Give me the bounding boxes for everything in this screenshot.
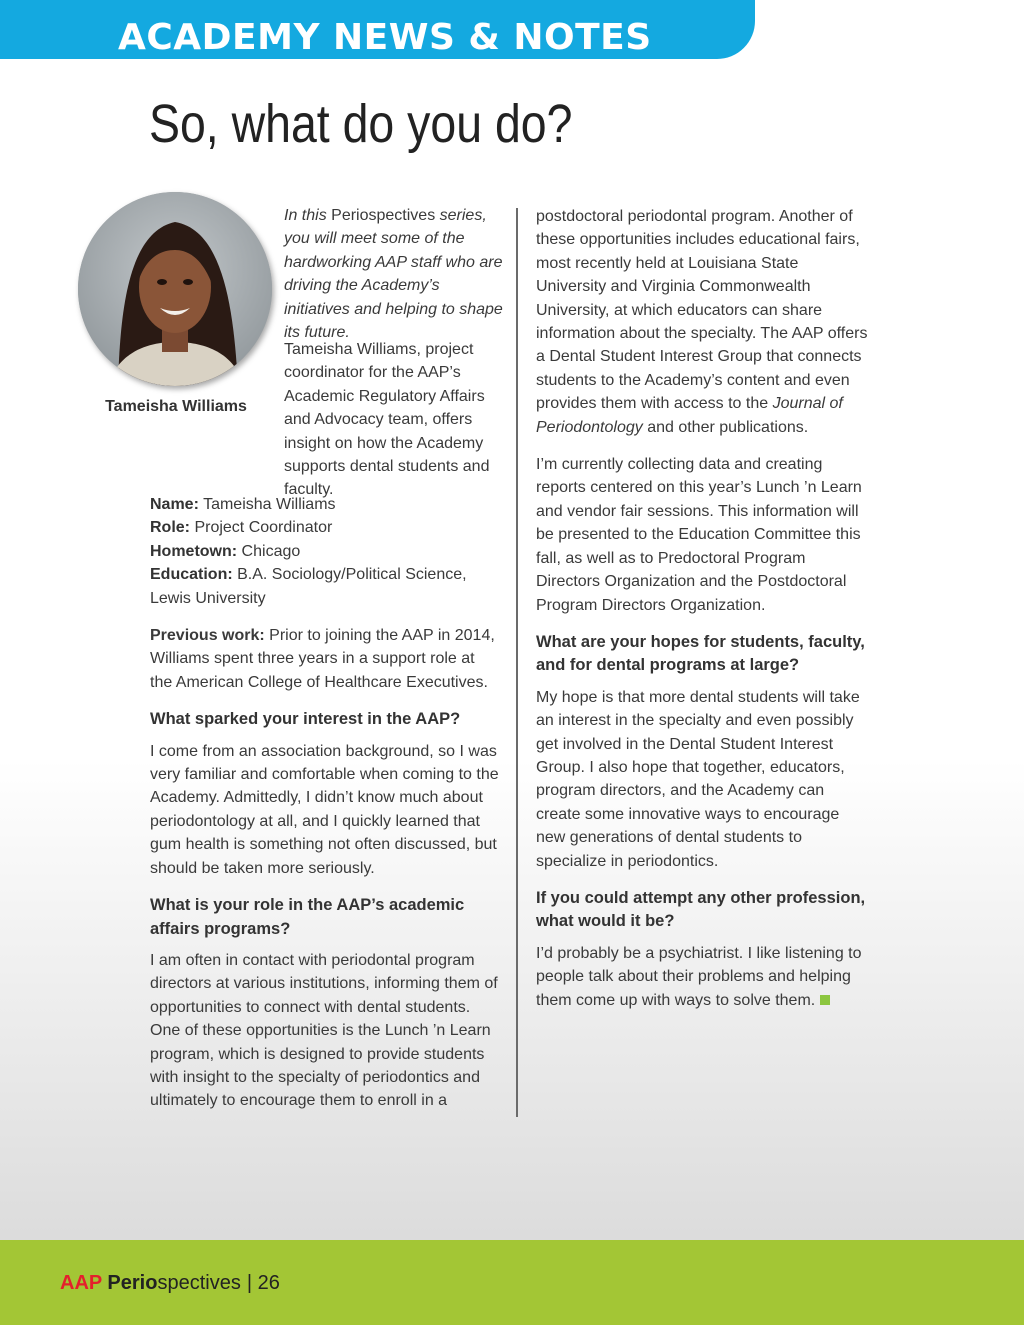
answer-paragraph bbox=[536, 942, 871, 1012]
fact-name bbox=[150, 493, 500, 516]
footer-brand-spectives: spectives bbox=[157, 1272, 241, 1294]
article-end-mark bbox=[820, 995, 830, 1005]
fact-label: Education: bbox=[150, 566, 233, 584]
publication-name: Periospectives bbox=[331, 207, 436, 224]
footer-separator: | bbox=[246, 1272, 253, 1294]
series-intro-text-start: In this bbox=[284, 207, 332, 224]
fact-value: B.A. Sociology/Political Science, Lewis University bbox=[150, 566, 467, 607]
answer-text: postdoctoral periodontal program. Another of these opportunities includes educational fairs, most recently held at Louisiana State University and Virginia Commonwealth University, at which educators can share information about the specialty. The AAP offers a Dental Student Interest Group that connects students to the Academy’s content and even provides them with access to the bbox=[536, 208, 868, 413]
profile-facts bbox=[150, 493, 500, 610]
staff-portrait-photo bbox=[78, 192, 272, 386]
question-heading: What are your hopes for students, faculty, and for dental programs at large? bbox=[536, 632, 865, 675]
page-number: 26 bbox=[257, 1272, 280, 1294]
fact-value: Tameisha Williams bbox=[198, 496, 336, 513]
footer-brand-perio: Perio bbox=[107, 1272, 158, 1294]
answer-text: I’d probably be a psychiatrist. I like listening to people talk about their problems and helping them come up with ways to solve them. bbox=[536, 944, 862, 1009]
answer-paragraph: My hope is that more dental students will take an interest in the specialty and even possibly get involved in the Dental Student Interest Group. I also hope that together, educators, program directors, and the Academy can create some innovative ways to encourage new generations of dental students to specialize in periodontics. bbox=[536, 688, 860, 870]
fact-role bbox=[150, 516, 500, 539]
footer-brand-aap: AAP bbox=[60, 1272, 108, 1294]
fact-value: Chicago bbox=[237, 542, 301, 560]
profile-lead-in: Tameisha Williams, project coordinator for the AAP’s Academic Regulatory Affairs and Advocacy team, offers insight on how the Academy supports dental students and faculty. bbox=[284, 341, 490, 499]
fact-label: Role: bbox=[150, 519, 190, 537]
question-heading: What sparked your interest in the AAP? bbox=[150, 710, 461, 729]
answer-paragraph: I’m currently collecting data and creating reports centered on this year’s Lunch ’n Learn and vendor fair sessions. This information will be presented to the Education Committee this fall, as well as to Predoctoral Program Directors Organization and the Postdoctoral Program Directors Organization. bbox=[536, 456, 862, 614]
right-column bbox=[536, 205, 871, 1026]
footer-bar bbox=[0, 1240, 1024, 1325]
fact-value: Prior to joining the AAP in 2014, Williams spent three years in a support role at the American College of Healthcare Executives. bbox=[150, 627, 495, 691]
left-column bbox=[150, 493, 500, 1127]
section-banner-label: ACADEMY NEWS & NOTES bbox=[118, 17, 652, 58]
answer-paragraph-continued bbox=[536, 205, 871, 439]
section-banner bbox=[0, 0, 755, 59]
journal-title: Journal of Periodontology bbox=[536, 395, 843, 436]
fact-education bbox=[150, 563, 500, 610]
fact-hometown bbox=[150, 540, 500, 563]
footer-folio bbox=[60, 1272, 280, 1295]
fact-label: Previous work: bbox=[150, 627, 265, 645]
question-heading: If you could attempt any other profession, what would it be? bbox=[536, 888, 866, 931]
column-divider bbox=[516, 208, 518, 1117]
answer-text: and other publications. bbox=[642, 418, 809, 436]
series-intro bbox=[284, 204, 508, 344]
series-intro-text-end: series, you will meet some of the hardworking AAP staff who are driving the Academy’s initiatives and helping to shape its future. bbox=[284, 207, 503, 342]
photo-caption: Tameisha Williams bbox=[105, 398, 247, 415]
fact-label: Name: bbox=[150, 496, 199, 513]
answer-paragraph: I come from an association background, so I was very familiar and comfortable when coming to the Academy. Admittedly, I didn’t know much about periodontology at all, and I quickly learned that gum health is something not often discussed, but should be taken more seriously. bbox=[150, 742, 499, 877]
fact-label: Hometown: bbox=[150, 542, 238, 560]
question-heading: What is your role in the AAP’s academic affairs programs? bbox=[150, 896, 465, 938]
answer-paragraph: I am often in contact with periodontal program directors at various institutions, informing them of opportunities to connect with dental students. One of these opportunities is the Lunch ’n Learn program, which is designed to provide students with insight to the specialty of periodontics and ultimately to encourage them to enroll in a bbox=[150, 951, 498, 1110]
fact-previous-work bbox=[150, 624, 500, 694]
fact-value: Project Coordinator bbox=[190, 519, 333, 537]
article-headline: So, what do you do? bbox=[149, 94, 573, 154]
